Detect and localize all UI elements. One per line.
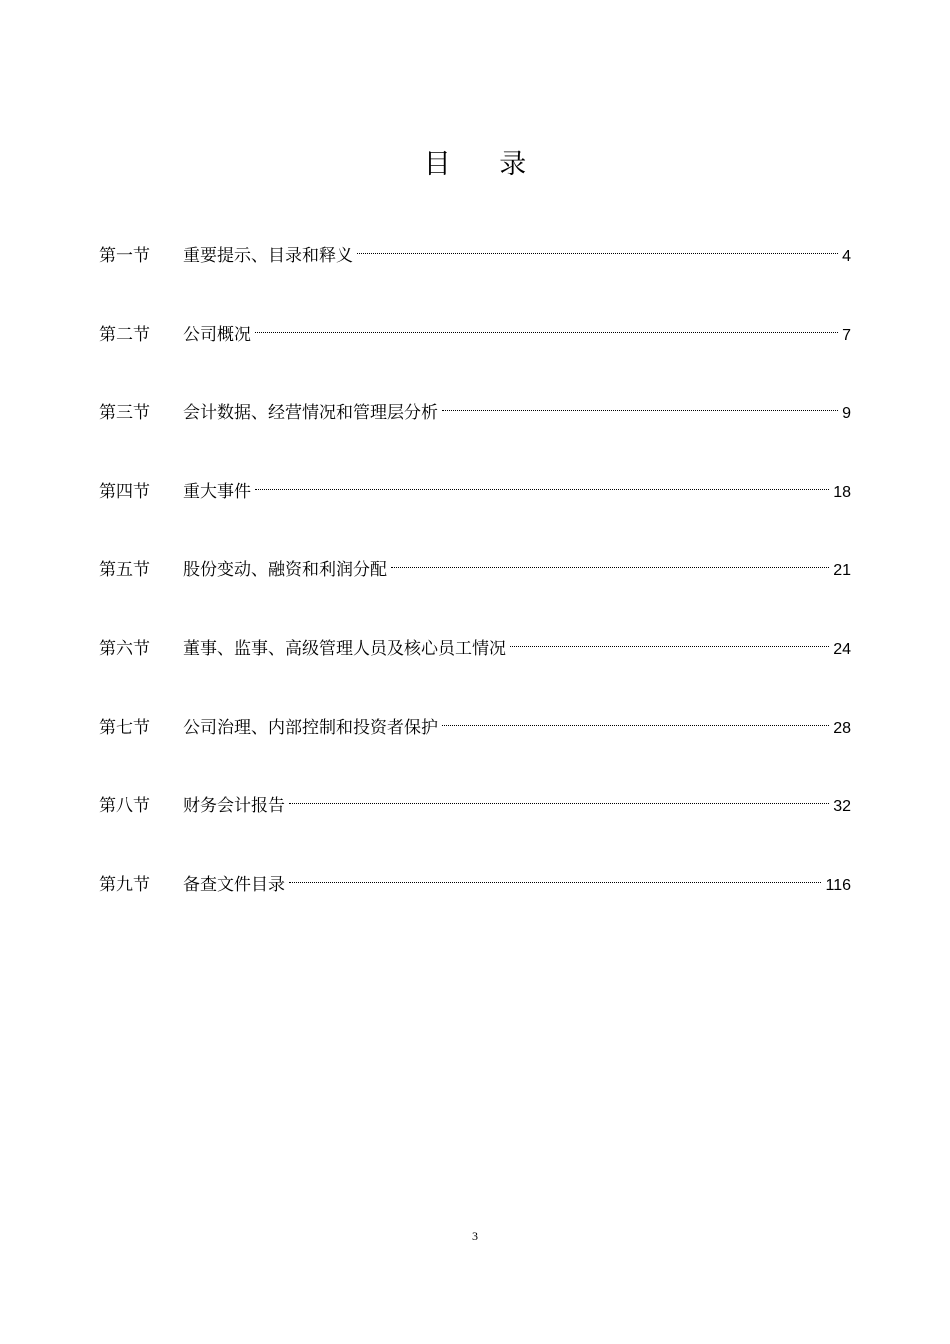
toc-entry-title: 公司概况 (183, 324, 251, 345)
page-title: 目 录 (423, 149, 547, 180)
dot-leader (510, 620, 829, 654)
toc-section-label: 第三节 (99, 403, 150, 424)
page-footer-number: 3 (472, 1229, 478, 1243)
toc-page-number: 4 (842, 248, 851, 265)
toc-section-label: 第一节 (99, 246, 150, 266)
toc-entry-title: 财务会计报告 (183, 796, 285, 817)
table-of-contents (99, 227, 851, 934)
dot-leader (289, 777, 829, 811)
toc-entry-8[interactable] (99, 777, 851, 856)
toc-entry-title: 董事、监事、高级管理人员及核心员工情况 (183, 638, 506, 659)
toc-section-label: 第九节 (99, 874, 150, 895)
toc-entry-5[interactable] (99, 541, 851, 620)
toc-entry-4[interactable] (99, 463, 851, 542)
toc-page-number: 24 (833, 640, 851, 658)
dot-leader (391, 541, 829, 575)
toc-section-label: 第六节 (99, 638, 150, 659)
toc-entry-9[interactable] (99, 856, 851, 935)
toc-section-label: 第八节 (99, 796, 150, 817)
toc-entry-7[interactable] (99, 699, 851, 778)
toc-entry-title: 备查文件目录 (183, 874, 285, 895)
dot-leader (255, 463, 829, 497)
dot-leader (357, 227, 838, 261)
toc-section-label: 第五节 (99, 560, 150, 581)
toc-entry-title: 公司治理、内部控制和投资者保护 (183, 717, 438, 738)
dot-leader (442, 384, 838, 418)
toc-page-number: 7 (842, 326, 851, 344)
dot-leader (289, 856, 821, 890)
toc-entry-1[interactable] (99, 227, 851, 306)
toc-section-label: 第七节 (99, 717, 150, 738)
toc-page-number: 116 (825, 876, 851, 894)
toc-page-number: 9 (842, 405, 851, 423)
toc-entry-2[interactable] (99, 306, 851, 385)
toc-section-label: 第二节 (99, 324, 150, 345)
toc-page-number: 18 (833, 483, 851, 501)
toc-section-label: 第四节 (99, 481, 150, 502)
toc-entry-6[interactable] (99, 620, 851, 699)
toc-entry-title: 重大事件 (183, 481, 251, 502)
toc-entry-3[interactable] (99, 384, 851, 463)
toc-entry-title: 股份变动、融资和利润分配 (183, 560, 387, 581)
toc-entry-title: 重要提示、目录和释义 (183, 246, 353, 266)
toc-page-number: 28 (833, 719, 851, 737)
toc-entry-title: 会计数据、经营情况和管理层分析 (183, 403, 438, 424)
dot-leader (442, 699, 829, 733)
dot-leader (255, 306, 838, 340)
toc-page-number: 32 (833, 798, 851, 816)
toc-page-number: 21 (833, 562, 851, 580)
